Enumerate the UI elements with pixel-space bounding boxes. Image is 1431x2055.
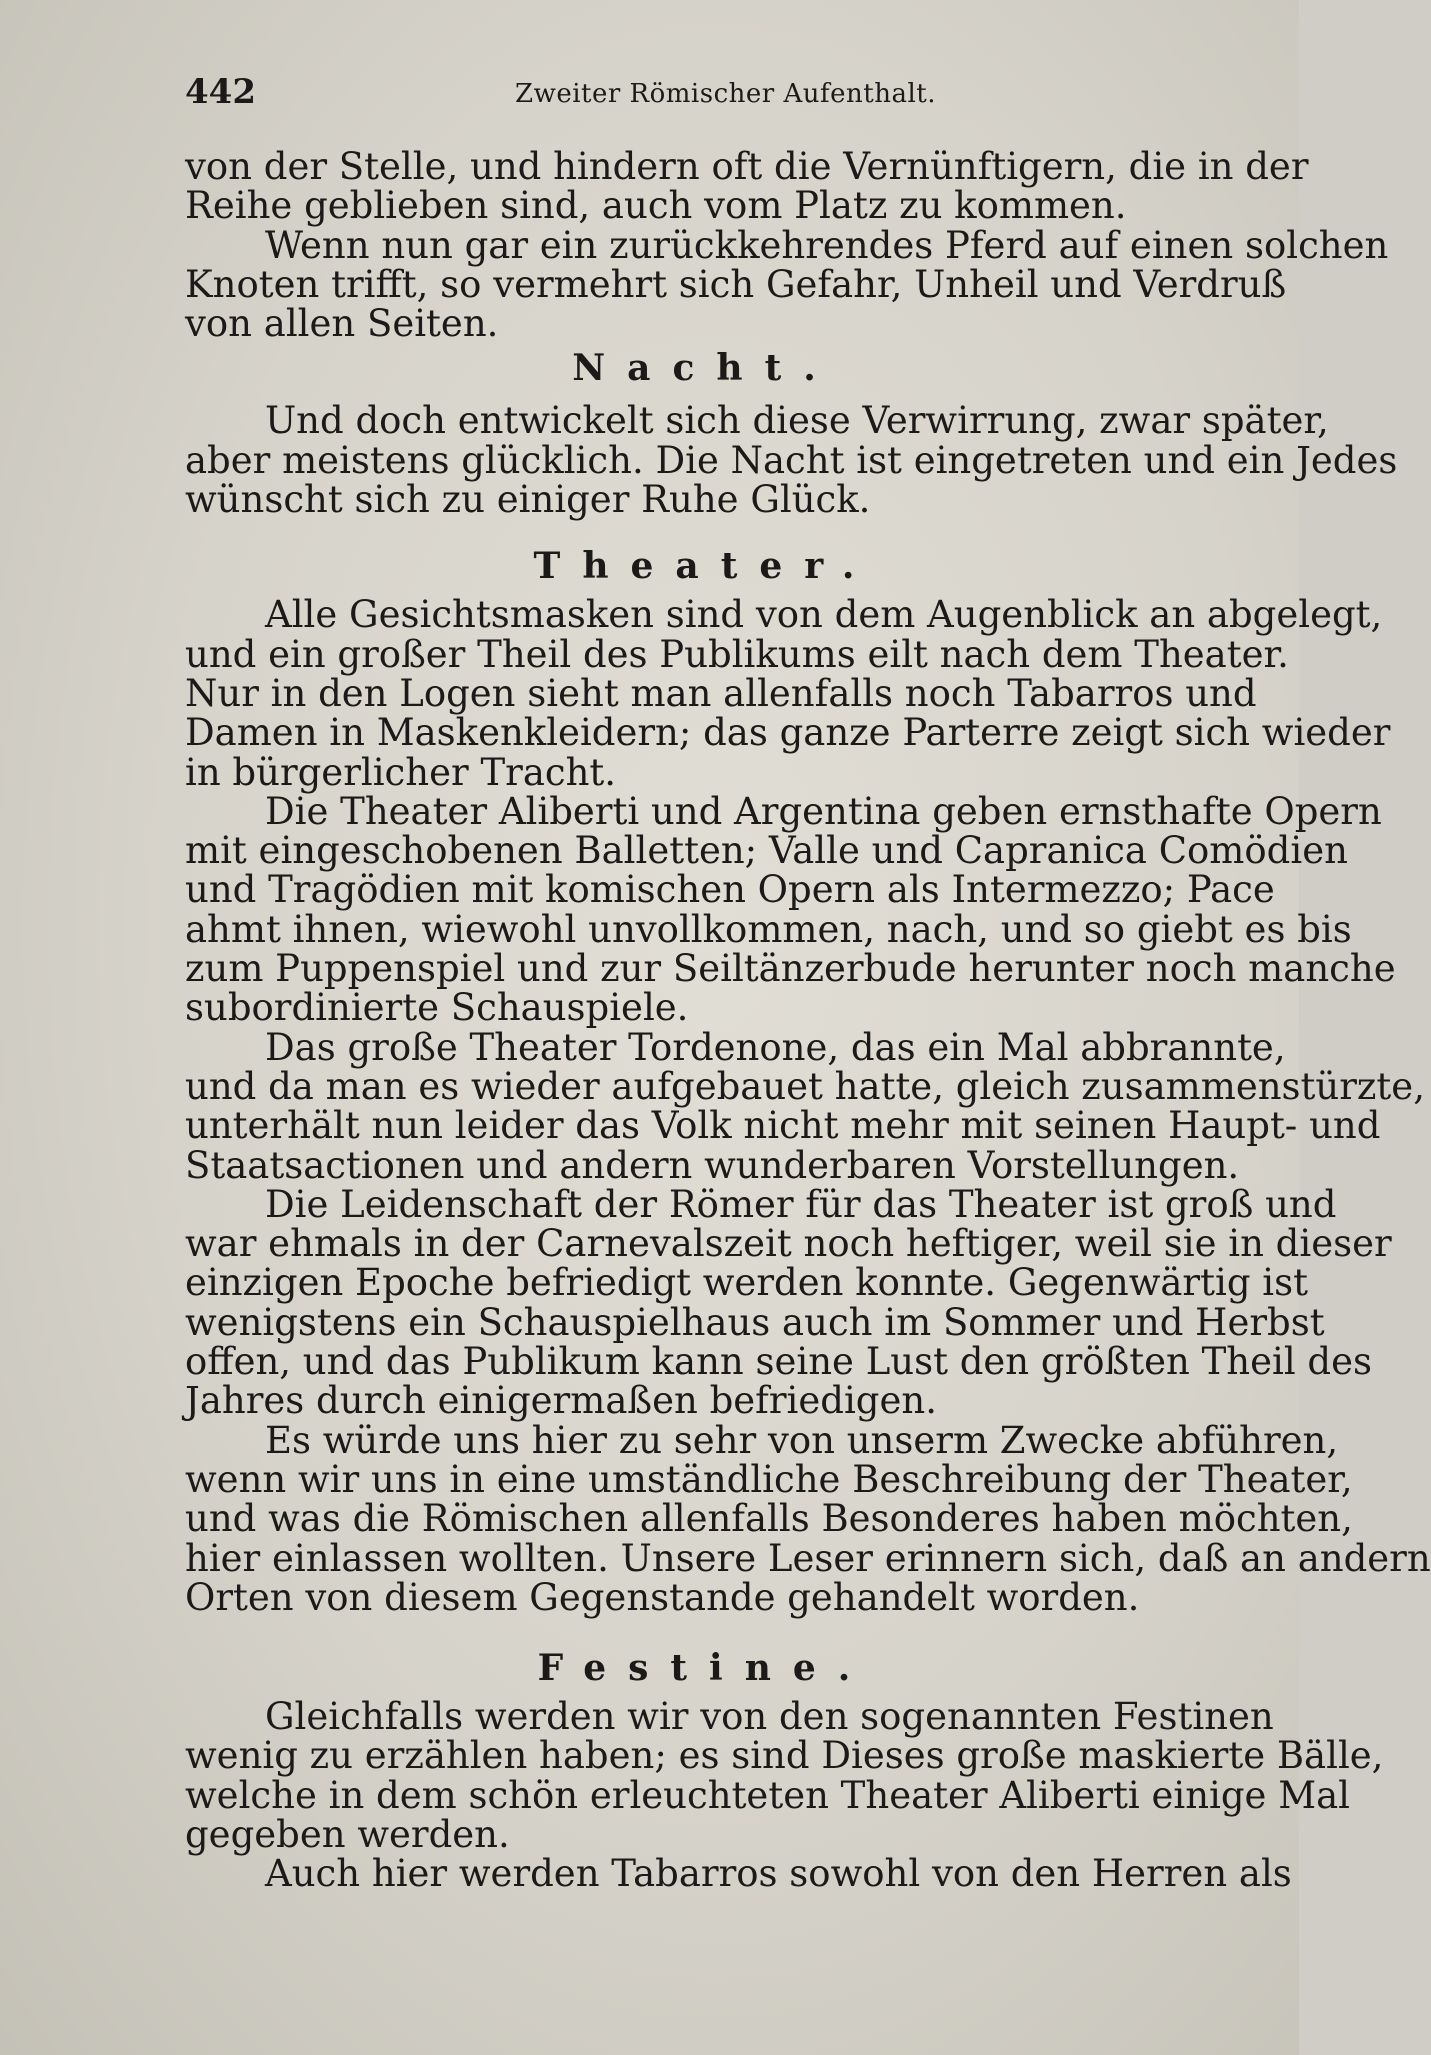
text-line: Gleichfalls werden wir von den sogenannten Festinen (265, 1695, 1274, 1739)
text-line: Reihe geblieben sind, auch vom Platz zu kommen. (185, 184, 1127, 228)
text-line: von der Stelle, und hindern oft die Vernünftigern, die in der (185, 145, 1309, 188)
text-line: einzigen Epoche befriedigt werden konnte. Gegenwärtig ist (185, 1261, 1308, 1305)
text-line: Damen in Maskenkleidern; das ganze Parterre zeigt sich wieder (185, 711, 1391, 755)
paragraph (185, 223, 1389, 346)
text-line: Knoten trifft, so vermehrt sich Gefahr, Unheil und Verdruß (185, 262, 1287, 306)
text-line: ahmt ihnen, wiewohl unvollkommen, nach, und so giebt es bis (185, 907, 1352, 951)
text-line: wenn wir uns in eine umständliche Beschreibung der Theater, (185, 1457, 1353, 1501)
text-line: von allen Seiten. (185, 302, 499, 346)
paragraph (185, 1025, 1425, 1187)
text-line: und Tragödien mit komischen Opern als Intermezzo; Pace (185, 868, 1275, 912)
paragraph (185, 1695, 1384, 1856)
text-line: Jahres durch einigermaßen befriedigen. (185, 1379, 937, 1423)
text-line: und was die Römischen allenfalls Besonderes haben möchten, (185, 1497, 1353, 1541)
text-line: Die Leidenschaft der Römer für das Theater ist groß und (265, 1182, 1337, 1226)
section-heading: Festine. (537, 1647, 873, 1690)
page-number: 442 (185, 72, 256, 112)
text-line: subordinierte Schauspiele. (185, 986, 689, 1030)
page-header (185, 72, 936, 112)
text-line: Staatsactionen und andern wunderbaren Vorstellungen. (185, 1143, 1240, 1187)
text-line: wenig zu erzählen haben; es sind Dieses große maskierte Bälle, (185, 1734, 1384, 1778)
paragraph (185, 399, 1398, 522)
text-line: offen, und das Publikum kann seine Lust den größten Theil des (185, 1340, 1372, 1384)
text-line: wenigstens ein Schauspielhaus auch im Sommer und Herbst (185, 1300, 1325, 1344)
text-line: gegeben werden. (185, 1812, 510, 1856)
paragraph (185, 1418, 1431, 1619)
section-heading: Theater. (533, 545, 877, 588)
text-line: Es würde uns hier zu sehr von unserm Zwecke abführen, (265, 1418, 1339, 1462)
text-line: Auch hier werden Tabarros sowohl von den Herren als (265, 1852, 1292, 1896)
text-line: Das große Theater Tordenone, das ein Mal abbrannte, (265, 1025, 1286, 1069)
text-line: wünscht sich zu einiger Ruhe Glück. (185, 478, 871, 522)
text-line: Die Theater Aliberti und Argentina geben ernsthafte Opern (265, 789, 1382, 833)
text-line: und da man es wieder aufgebauet hatte, gleich zusammenstürzte, (185, 1064, 1425, 1108)
text-line: welche in dem schön erleuchteten Theater Aliberti einige Mal (185, 1773, 1350, 1817)
section-heading: Nacht. (572, 347, 838, 390)
paragraph (185, 593, 1391, 794)
text-line: Alle Gesichtsmasken sind von dem Augenblick an abgelegt, (265, 593, 1383, 637)
text-line: war ehmals in der Carnevalszeit noch heftiger, weil sie in dieser (185, 1222, 1392, 1266)
text-line: aber meistens glücklich. Die Nacht ist eingetreten und ein Jedes (185, 438, 1398, 482)
text-line: und ein großer Theil des Publikums eilt nach dem Theater. (185, 632, 1289, 676)
text-line: in bürgerlicher Tracht. (185, 750, 617, 794)
text-line: mit eingeschobenen Balletten; Valle und Capranica Comödien (185, 829, 1348, 873)
text-line: unterhält nun leider das Volk nicht mehr mit seinen Haupt- und (185, 1104, 1381, 1148)
paragraph (185, 1852, 1292, 1896)
paragraph (185, 1182, 1392, 1423)
text-line: Wenn nun gar ein zurückkehrendes Pferd auf einen solchen (265, 223, 1389, 267)
page-body (185, 145, 1431, 1896)
text-line: Nur in den Logen sieht man allenfalls noch Tabarros und (185, 671, 1257, 715)
paragraph (185, 789, 1396, 1030)
paragraph (185, 145, 1309, 228)
text-line: zum Puppenspiel und zur Seiltänzerbude herunter noch manche (185, 947, 1396, 991)
running-head: Zweiter Römischer Aufenthalt. (515, 79, 936, 109)
text-line: Orten von diesem Gegenstande gehandelt worden. (185, 1575, 1140, 1619)
text-line: Und doch entwickelt sich diese Verwirrung, zwar später, (265, 399, 1329, 443)
text-line: hier einlassen wollten. Unsere Leser erinnern sich, daß an andern (185, 1536, 1431, 1580)
